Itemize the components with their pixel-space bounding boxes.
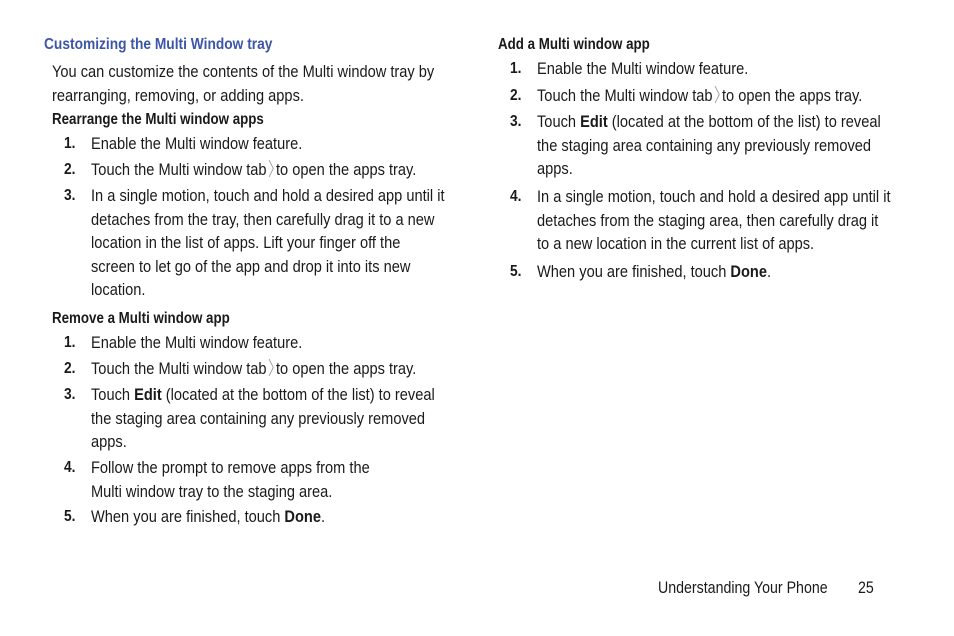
step-text xyxy=(91,505,325,529)
step-text xyxy=(91,158,416,182)
step-number: 2. xyxy=(510,87,522,104)
step-line xyxy=(537,110,881,134)
step-prefix: Touch xyxy=(537,112,581,131)
step-text xyxy=(91,184,445,302)
step-suffix: (located at the bottom of the list) to reveal xyxy=(607,112,881,131)
step-text xyxy=(537,185,891,256)
step-text-after: to open the apps tray. xyxy=(721,86,863,105)
rearrange-heading: Rearrange the Multi window apps xyxy=(52,111,264,128)
done-term: Done xyxy=(284,507,321,526)
step-line: the staging area containing any previously removed xyxy=(91,408,426,428)
intro-line: You can customize the contents of the Multi window tray by xyxy=(52,62,435,81)
step-line: Follow the prompt to remove apps from the xyxy=(91,458,370,477)
step-number: 3. xyxy=(64,386,76,403)
section-title: Customizing the Multi Window tray xyxy=(44,36,273,53)
edit-term: Edit xyxy=(134,385,162,404)
step-text: Enable the Multi window feature. xyxy=(537,59,749,78)
multi-window-tab-icon xyxy=(268,159,274,178)
step-line: the staging area containing any previously removed xyxy=(537,135,872,155)
step-line: Multi window tray to the staging area. xyxy=(91,481,333,501)
step-line: apps. xyxy=(91,432,127,451)
intro-paragraph xyxy=(52,60,434,107)
step-text: Enable the Multi window feature. xyxy=(91,333,303,352)
step-line xyxy=(91,383,435,407)
step-number: 2. xyxy=(64,360,76,377)
step-text-before: Touch the Multi window tab xyxy=(537,86,713,105)
step-line: location. xyxy=(91,280,146,299)
step-line: screen to let go of the app and drop it into its new xyxy=(91,256,411,276)
step-line: apps. xyxy=(537,159,573,178)
step-text-after: to open the apps tray. xyxy=(275,359,417,378)
footer-section-title: Understanding Your Phone xyxy=(658,579,828,597)
multi-window-tab-icon xyxy=(714,85,720,104)
remove-heading: Remove a Multi window app xyxy=(52,310,230,327)
step-number: 1. xyxy=(510,60,522,77)
step-text xyxy=(537,260,771,284)
step-text xyxy=(91,383,435,454)
step-line: location in the list of apps. Lift your finger off the xyxy=(91,233,401,252)
step-text-before: Touch the Multi window tab xyxy=(91,160,267,179)
step-number: 5. xyxy=(64,508,76,525)
step-prefix: Touch xyxy=(91,385,135,404)
step-number: 3. xyxy=(64,187,76,204)
step-text: Enable the Multi window feature. xyxy=(91,134,303,153)
page-number: 25 xyxy=(858,579,874,597)
step-text xyxy=(537,84,862,108)
step-line: In a single motion, touch and hold a desired app until it xyxy=(91,186,445,205)
step-line: to a new location in the current list of apps. xyxy=(537,234,815,253)
step-number: 2. xyxy=(64,161,76,178)
step-line: In a single motion, touch and hold a desired app until it xyxy=(537,187,891,206)
edit-term: Edit xyxy=(580,112,608,131)
step-text xyxy=(91,456,370,503)
step-prefix: When you are finished, touch xyxy=(91,507,285,526)
intro-line: rearranging, removing, or adding apps. xyxy=(52,85,304,105)
step-number: 1. xyxy=(64,334,76,351)
step-suffix: . xyxy=(320,507,326,526)
step-text xyxy=(537,110,881,181)
step-suffix: (located at the bottom of the list) to reveal xyxy=(161,385,435,404)
add-heading: Add a Multi window app xyxy=(498,36,650,53)
step-number: 4. xyxy=(64,459,76,476)
step-line: detaches from the tray, then carefully drag it to a new xyxy=(91,209,435,229)
step-suffix: . xyxy=(766,262,772,281)
step-line: detaches from the staging area, then carefully drag it xyxy=(537,210,879,230)
step-text-after: to open the apps tray. xyxy=(275,160,417,179)
step-prefix: When you are finished, touch xyxy=(537,262,731,281)
step-text-before: Touch the Multi window tab xyxy=(91,359,267,378)
step-number: 5. xyxy=(510,263,522,280)
step-number: 1. xyxy=(64,135,76,152)
step-number: 3. xyxy=(510,113,522,130)
step-text xyxy=(91,357,416,381)
step-number: 4. xyxy=(510,188,522,205)
multi-window-tab-icon xyxy=(268,358,274,377)
done-term: Done xyxy=(730,262,767,281)
